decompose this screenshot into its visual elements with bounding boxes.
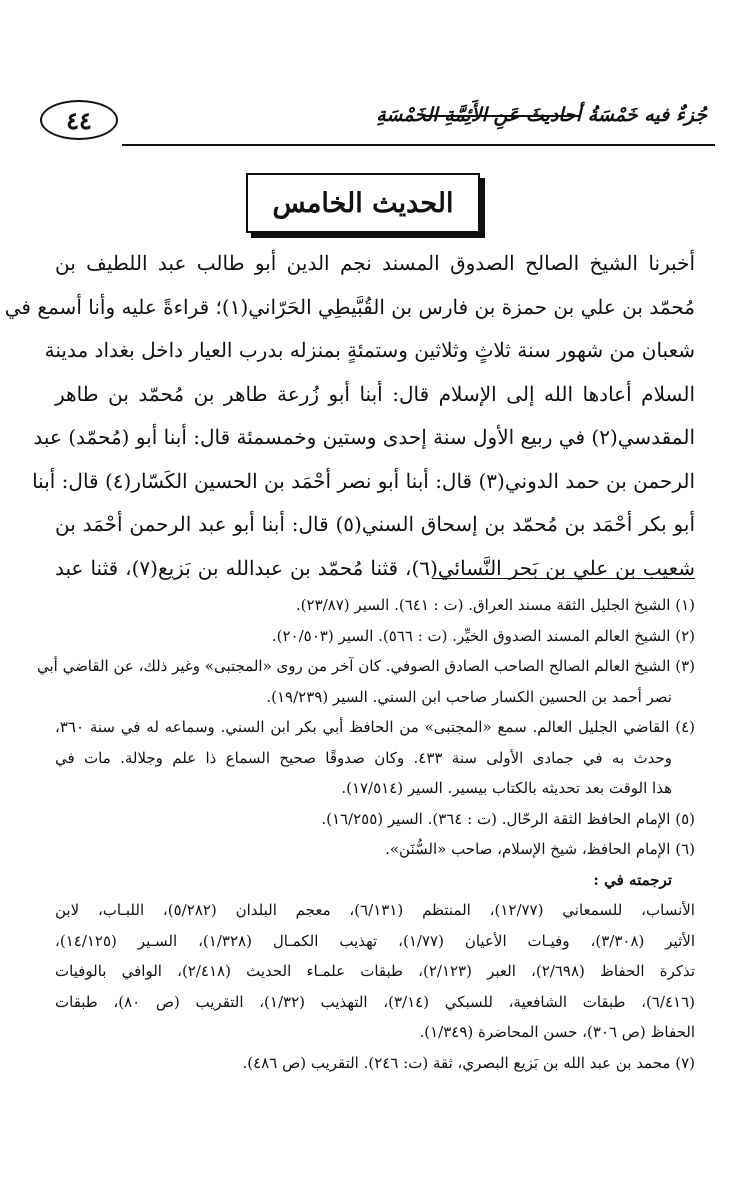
running-title: جُزءٌ فيه خَمْسَةُ أحاديثَ عَنِ الأَئِمَّةِ الخَمْسَةِ (376, 104, 707, 126)
footnote-line: (٦) الإمام الحافظ، شيخ الإسلام، صاحب «السُّنَن». (385, 840, 695, 858)
footnote-separator (432, 578, 695, 579)
footnote-line: ترجمته في : (593, 870, 672, 889)
body-line: أبو بكر أحْمَد بن مُحمّد بن إسحاق السني(٥) قال: أبنا أبو عبد الرحمن أحْمَد بن (55, 512, 696, 536)
footnote-line: (٣) الشيخ العالم الصالح الصاحب الصادق الصوفي. كان آخر من روى «المجتبى» وغير ذلك، عن القاضي أبي (36, 657, 695, 675)
footnote-line: الأنساب، للسمعاني (١٢/٧٧)، المنتظم (٦/١٣١)، معجم البلدان (٥/٢٨٢)، اللبـاب، لابن (55, 901, 695, 919)
header-rule (122, 144, 715, 146)
footnote-line: نصر أحمد بن الحسين الكسار صاحب ابن السني. السير (١٩/٢٣٩). (266, 687, 672, 706)
page-number (40, 100, 118, 140)
footnote-line: تذكرة الحفاظ (٢/٦٩٨)، العبر (٢/١٢٣)، طبقات علمـاء الحديث (٢/٤١٨)، الوافي بالوفيات (55, 962, 695, 980)
footnote-line: الأثير (٣/٣٠٨)، وفيـات الأعيان (١/٧٧)، تهذيب الكمـال (١/٣٢٨)، السـير (١٤/١٢٥)، (55, 931, 695, 950)
footnote-line: (٧) محمد بن عبد الله بن بَزيع البصري، ثقة (ت: ٢٤٦). التقريب (ص ٤٨٦). (242, 1053, 695, 1072)
footnote-line: (٥) الإمام الحافظ الثقة الرحّال. (ت : ٣٦٤). السير (١٦/٢٥٥). (321, 809, 695, 828)
footnote-line: (٤) القاضي الجليل العالم. سمع «المجتبى» من الحافظ أبي بكر ابن السني. وسماعه له في سنة ٣٦٠، (55, 718, 695, 736)
footnotes (36, 590, 695, 1078)
footnote-line: (١) الشيخ الجليل الثقة مسند العراق. (ت : ٦٤١). السير (٢٣/٨٧). (295, 596, 695, 614)
body-line: مُحمّد بن علي بن حمزة بن فارس بن القُبَّيطِي الحَرّاني(١)؛ قراءةً عليه وأنا أسمع في (4, 294, 695, 319)
body-line: المقدسي(٢) في ربيع الأول سنة إحدى وستين وخمسمئة قال: أبنا أبو (مُحمّد) عبد (33, 425, 695, 449)
main-text (4, 242, 696, 590)
body-line: شعبان من شهور سنة ثلاثٍ وثلاثين وستمئةٍ بمنزله بدرب العيار داخل بغداد مدينة (44, 338, 695, 362)
footnote-line: هذا الوقت بعد تحديثه بالكتاب بيسير. السير (١٧/٥١٤). (341, 779, 672, 797)
body-line: السلام أعادها الله إلى الإسلام قال: أبنا أبو زُرعة طاهر بن مُحمّد بن طاهر (55, 381, 695, 406)
footnote-line: (٢) الشيخ العالم المسند الصدوق الخيِّر. (ت : ٥٦٦). السير (٢٠/٥٠٣). (271, 626, 695, 645)
page-number-text: ٤٤ (66, 105, 92, 135)
body-line: شعيب بن علي بن بَحر النَّسائي(٦)، قثنا مُحمّد بن عبدالله بن بَزيع(٧)، قثنا عبد (55, 555, 696, 580)
footnote-line: وحدث به في جمادى الأولى سنة ٤٣٣. وكان صدوقًا صحيح السماع ذا علم وجلالة. مات في (55, 748, 672, 767)
body-line: الرحمن بن حمد الدوني(٣) قال: أبنا أبو نصر أحْمَد بن الحسين الكَسّار(٤) قال: أبنا (32, 468, 695, 493)
footnote-line: الحفاظ (ص ٣٠٦)، حسن المحاضرة (١/٣٤٩). (419, 1023, 695, 1041)
section-heading: الحديث الخامس (272, 187, 454, 219)
body-line: أخبرنا الشيخ الصالح الصدوق المسند نجم الدين أبو طالب عبد اللطيف بن (55, 251, 695, 275)
page-header (40, 98, 715, 148)
footnote-line: (٦/٤١٦)، طبقات الشافعية، للسبكي (٣/١٤)، التهذيب (١/٣٢)، التقريب (ص ٨٠)، طبقات (55, 992, 695, 1011)
section-heading-box (246, 173, 480, 233)
